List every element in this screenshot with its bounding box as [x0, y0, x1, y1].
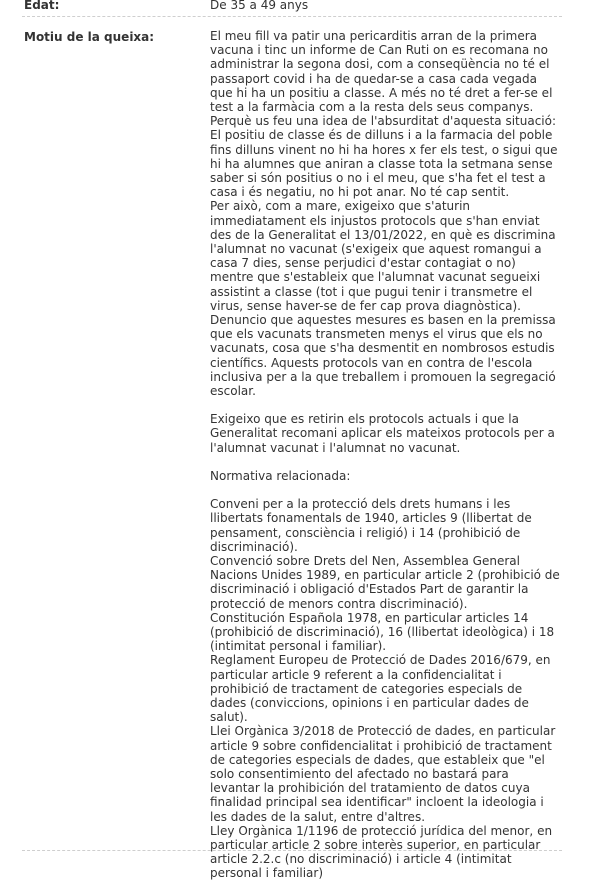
field-label-complaint: Motiu de la queixa: — [24, 30, 155, 44]
complaint-paragraph: El meu fill va patir una pericarditis arran de la primera vacuna i tinc un informe de Can Ruti on es recomana no administrar la segona dosi, com a conseqüència no té el passaport covid i ha de quedar-se a casa cada vegada que hi ha un positiu a classe. A més no té dret a fer-se el test a la farmàcia com a la resta dels seus companys. Perquè us feu una idea de l'absurditat d'aquesta situació: El positiu de classe és de dilluns i a la farmacia del poble fins dilluns vinent no hi ha hores x fer els test, o sigui que hi ha alumnes que aniran a classe tota la setmana sense saber si són positius o no i el meu, que s'ha fet el test a casa i és negatiu, no hi pot anar. No té cap sentit. Per això, com a mare, exigeixo que s'aturin immediatament els injustos protocols que s'han enviat des de la Generalitat el 13/01/2022, en què es discrimina l'alumnat no vacunat (s'exigeix que aquest romangui a casa 7 dies, sense perjudici d'estar contagiat o no) mentre que s'estableix que l'alumnat vacunat segueixi assistint a classe (tot i que pugui tenir i transmetre el virus, sense haver-se de fer cap prova diagnòstica). Denuncio que aquestes mesures es basen en la premissa que els vacunats transmeten menys el virus que els no vacunats, cosa que s'ha desmentit en nombrosos estudis científics. Aquests protocols van en contra de l'escola inclusiva per a la que treballem i promouen la segregació escolar. — [210, 29, 558, 399]
complaint-demand-paragraph: Exigeixo que es retirin els protocols actuals i que la Generalitat recomani aplicar els mateixos protocols per a l'alumnat vacunat i l'alumnat no vacunat. — [210, 412, 555, 455]
related-regulation-list: Conveni per a la protecció dels drets humans i les llibertats fonamentals de 1940, articles 9 (llibertat de pensament, consciència i religió) i 14 (prohibició de discriminació). Convenció sobre Drets del Nen, Assemblea General Nacions Unides 1989, en particular article 2 (prohibició de discriminació i obligació d'Estados Part de garantir la protecció de menors contra discriminació). Constitución Española 1978, en particular articles 14 (prohibició de discriminació), 16 (llibertat ideològica) i 18 (intimitat personal i familiar). Reglament Europeu de Protecció de Dades 2016/679, en particular article 9 referent a la confidencialitat i prohibició de tractament de categories especials de dades (conviccions, opinions i en particular dades de salut). Llei Orgànica 3/2018 de Protecció de dades, en particular article 9 sobre confidencialitat i prohibició de tractament de categories especials de dades, que estableix que "el solo consentimiento del afectado no bastará para levantar la prohibición del tratamiento de datos cuya finalidad principal sea identificar" incloent la ideologia i les dades de la salut, entre d'altres. Lley Orgànica 1/1196 de protecció jurídica del menor, en particular article 2 sobre interès superior, en particular article 2.2.c (no discriminació) i article 4 (intimitat personal i familiar) — [210, 497, 560, 881]
field-value-complaint — [210, 29, 560, 881]
field-value-age: De 35 a 49 anys — [210, 0, 309, 12]
field-row-age — [22, 0, 562, 17]
related-regulation-heading: Normativa relacionada: — [210, 468, 351, 483]
field-row-complaint — [22, 16, 562, 881]
field-label-age: Edat: — [24, 0, 60, 12]
